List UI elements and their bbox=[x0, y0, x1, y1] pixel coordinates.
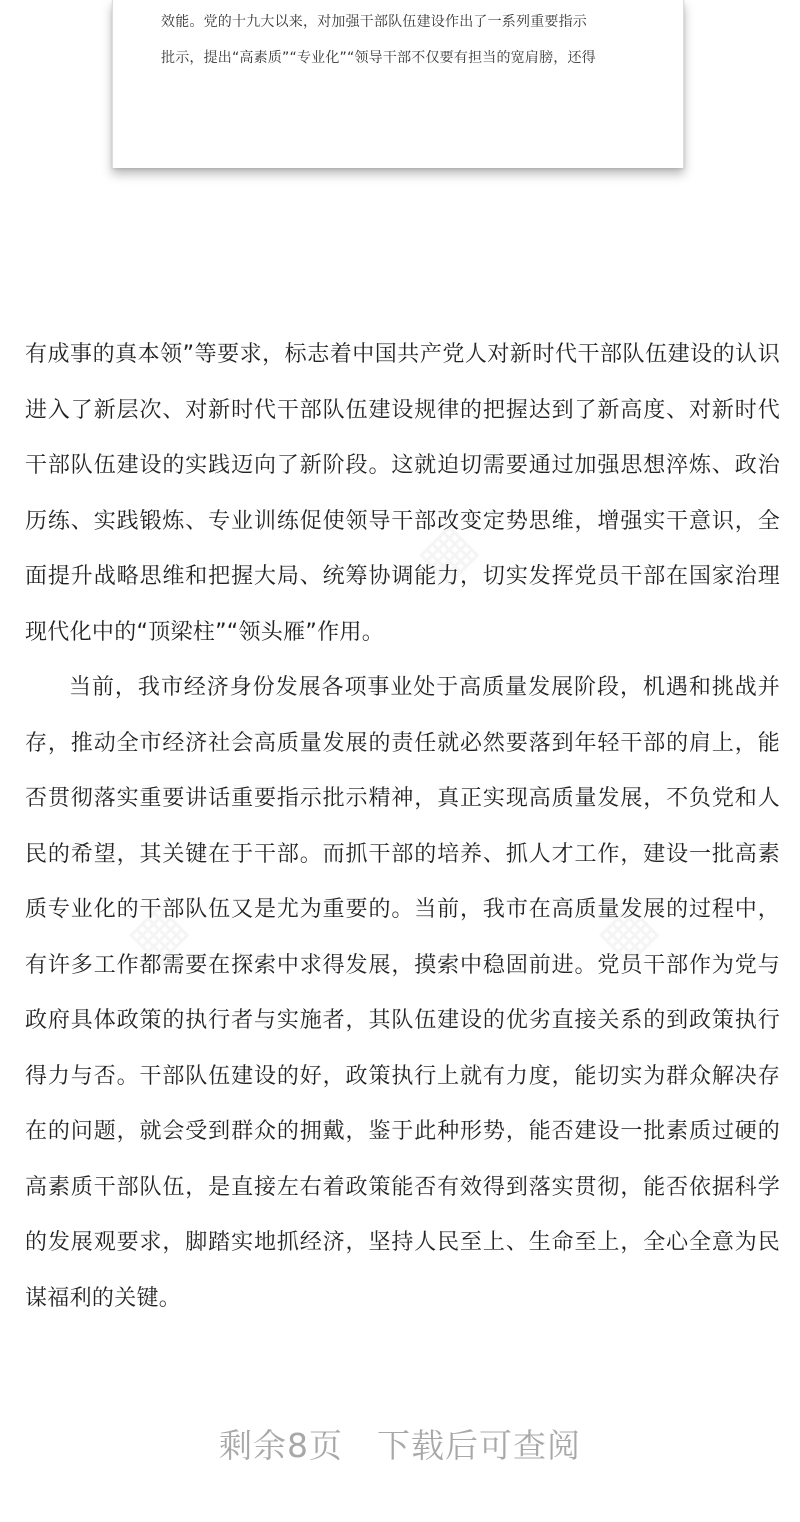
remaining-pages-label: 剩余8页 bbox=[219, 1426, 343, 1465]
watermark-mark: ▦ bbox=[404, 510, 489, 595]
body-paragraph: 有成事的真本领”等要求，标志着中国共产党人对新时代干部队伍建设的认识进入了新层次、对新时代干部队伍建设规律的把握达到了新高度、对新时代干部队伍建设的实践迈向了新阶段。这就迫切需要通过加强思想淬炼、政治历练、实践锻炼、专业训练促使领导干部改变定势思维，增强实干意识，全面提升战略思维和把握大局、统筹协调能力，切实发挥党员干部在国家治理现代化中的“顶梁柱”“领头雁”作用。 bbox=[25, 342, 780, 645]
document-page-preview bbox=[112, 0, 684, 168]
watermark-mark: ▦ bbox=[114, 890, 199, 975]
page-preview-line-2: 批示，提出“高素质”“专业化”“领导干部不仅要有担当的宽肩膀，还得 bbox=[161, 50, 596, 66]
watermark-mark: ▦ bbox=[584, 890, 669, 975]
remaining-pages-notice[interactable] bbox=[0, 1420, 800, 1467]
document-body bbox=[25, 327, 780, 1326]
page-preview-line-1: 效能。党的十九大以来，对加强干部队伍建设作出了一系列重要指示 bbox=[161, 14, 587, 30]
download-to-read-label: 下载后可查阅 bbox=[377, 1426, 581, 1465]
body-paragraph: 当前，我市经济身份发展各项事业处于高质量发展阶段，机遇和挑战并存，推动全市经济社会高质量发展的责任就必然要落到年轻干部的肩上，能否贯彻落实重要讲话重要指示批示精神，真正实现高质量发展，不负党和人民的希望，其关键在于干部。而抓干部的培养、抓人才工作，建设一批高素质专业化的干部队伍又是尤为重要的。当前，我市在高质量发展的过程中，有许多工作都需要在探索中求得发展，摸索中稳固前进。党员干部作为党与政府具体政策的执行者与实施者，其队伍建设的优劣直接关系的到政策执行得力与否。干部队伍建设的好，政策执行上就有力度，能切实为群众解决存在的问题，就会受到群众的拥戴，鉴于此种形势，能否建设一批素质过硬的高素质干部队伍，是直接左右着政策能否有效得到落实贯彻，能否依据科学的发展观要求，脚踏实地抓经济，坚持人民至上、生命至上，全心全意为民谋福利的关键。 bbox=[25, 675, 780, 1311]
